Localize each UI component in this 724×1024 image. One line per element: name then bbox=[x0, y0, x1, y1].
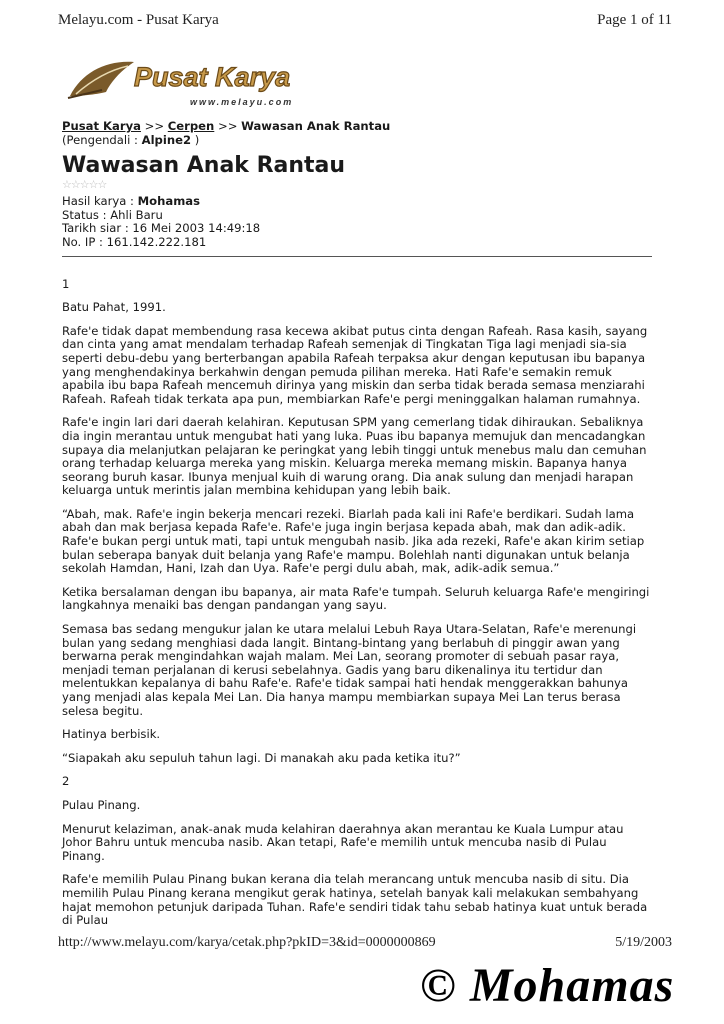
moderator-line: (Pengendali : Alpine2 ) bbox=[62, 132, 200, 147]
breadcrumb-separator: >> bbox=[140, 119, 168, 133]
paragraph: “Siapakah aku sepuluh tahun lagi. Di manakah aku pada ketika itu?” bbox=[62, 750, 461, 765]
breadcrumb-current: Wawasan Anak Rantau bbox=[241, 119, 391, 133]
paragraph: Semasa bas sedang mengukur jalan ke utara melalui Lebuh Raya Utara-Selatan, Rafe'e merenungi bulan yang sedang menghiasi dada langit. Bintang-bintang yang berlabuh di pinggir awan yang berwarna perak mengindahkan wajah malam. Mei Lan, seorang promoter di sebuah pasar raya, menjadi teman perjalanan di kerusi sebelahnya. Gadis yang baru dikenalinya itu tertidur dan melentukkan kepalanya di bahu Rafe'e. Rafe'e tidak sampai hati hendak menggerakkan bahunya yang menjadi alas kepala Mei Lan. Dia hanya mampu membiarkan supaya Mei Lan terus berasa selesa begitu. bbox=[62, 622, 637, 718]
rating-stars: ☆☆☆☆☆ bbox=[62, 178, 107, 192]
logo-text: Pusat Karya bbox=[134, 62, 291, 92]
print-header-title: Melayu.com - Pusat Karya bbox=[58, 12, 219, 28]
breadcrumb-cerpen-link[interactable]: Cerpen bbox=[167, 119, 215, 133]
section-number: 1 bbox=[62, 276, 70, 291]
paragraph: Rafe'e memilih Pulau Pinang bukan kerana dia telah merancang untuk mencuba nasib di situ. Dia memilih Pulau Pinang kerana mengikut gerak hatinya, setelah banyak kali melakukan sembahyang hajat memohon petunjuk daripada Tuhan. Rafe'e sendiri tidak tahu sebab hatinya kuat untuk berada di Pulau bbox=[62, 872, 648, 928]
logo-url: www.melayu.com bbox=[190, 97, 294, 107]
paragraph: Hatinya berbisik. bbox=[62, 727, 161, 742]
member-status: Status : Ahli Baru bbox=[62, 207, 163, 222]
moderator-name: Alpine2 bbox=[141, 132, 192, 147]
print-page-number: Page 1 of 11 bbox=[597, 12, 672, 28]
author-line: Hasil karya : Mohamas bbox=[62, 194, 201, 209]
print-footer-url: http://www.melayu.com/karya/cetak.php?pkID=3&id=0000000869 bbox=[58, 935, 436, 950]
author-name: Mohamas bbox=[137, 194, 201, 209]
paragraph: Rafe'e ingin lari dari daerah kelahiran. Keputusan SPM yang cemerlang tidak dihiraukan. Sebaliknya dia ingin merantau untuk mengubat hati yang luka. Puas ibu bapanya memujuk dan mencadangkan supaya dia melanjutkan pelajaran ke peringkat yang lebih tinggi untuk menebus malu dan cemuhan orang terhadap keluarga mereka yang miskin. Keluarga mereka memang miskin. Bapanya hanya seorang buruh kasar. Ibunya menjual kuih di warung orang. Dia anak sulung dan menjadi harapan keluarga untuk merintis jalan membina kehidupan yang lebih baik. bbox=[62, 415, 647, 498]
section-number: 2 bbox=[62, 774, 70, 789]
paragraph: Menurut kelaziman, anak-anak muda kelahiran daerahnya akan merantau ke Kuala Lumpur atau Johor Bahru untuk mencuba nasib. Akan tetapi, Rafe'e memilih untuk mencuba nasib di Pulau Pinang. bbox=[62, 821, 624, 863]
paragraph: Ketika bersalaman dengan ibu bapanya, air mata Rafe'e tumpah. Seluruh keluarga Rafe'e mengiringi langkahnya menaiki bas dengan pandangan yang sayu. bbox=[62, 584, 650, 613]
article-meta bbox=[62, 195, 652, 249]
publish-date: Tarikh siar : 16 Mei 2003 14:49:18 bbox=[62, 221, 261, 236]
breadcrumb-separator: >> bbox=[214, 119, 242, 133]
breadcrumb bbox=[62, 120, 652, 134]
print-footer-date: 5/19/2003 bbox=[615, 935, 672, 950]
article-body bbox=[62, 278, 652, 928]
quill-icon bbox=[62, 52, 342, 112]
copyright-signature: © Mohamas bbox=[420, 959, 675, 1012]
ip-address: No. IP : 161.142.222.181 bbox=[62, 234, 207, 249]
place-line: Pulau Pinang. bbox=[62, 797, 141, 812]
article-page bbox=[62, 120, 652, 938]
paragraph: “Abah, mak. Rafe'e ingin bekerja mencari rezeki. Biarlah pada kali ini Rafe'e berdikari. Sudah lama abah dan mak berjasa kepada Rafe'e. Rafe'e juga ingin berjasa kepada abah, mak dan adik-adik. Rafe'e bukan pergi untuk mati, tapi untuk mengubah nasib. Jika ada rezeki, Rafe'e akan kirim setiap bulan seberapa banyak duit belanja yang Rafe'e mampu. Bolehlah nanti digunakan untuk belanja sekolah Hamdan, Hani, Izah dan Uya. Rafe'e pergi dulu abah, mak, adik-adik semua.” bbox=[62, 506, 645, 576]
article-title: Wawasan Anak Rantau bbox=[62, 153, 346, 179]
paragraph: Rafe'e tidak dapat membendung rasa kecewa akibat putus cinta dengan Rafeah. Rasa kasih, sayang dan cinta yang amat mendalam terhadap Rafeah semenjak di Tingkatan Tiga lagi menjadi sia-sia seperti debu-debu yang berterbangan apabila Rafeah terpaksa akur dengan keputusan ibu bapanya yang menghendakinya berkahwin dengan pemuda pilihan mereka. Hati Rafe'e semakin remuk apabila ibu bapa Rafeah mencemuh dirinya yang miskin dan serba tidak berada semasa menziarahi Rafeah. Rafeah tidak terkata apa pun, membiarkan Rafe'e pergi meninggalkan halaman rumahnya. bbox=[62, 323, 648, 406]
place-date-line: Batu Pahat, 1991. bbox=[62, 300, 166, 315]
pusat-karya-logo[interactable] bbox=[62, 52, 342, 112]
divider bbox=[62, 256, 652, 257]
breadcrumb-pusat-karya-link[interactable]: Pusat Karya bbox=[62, 119, 141, 133]
